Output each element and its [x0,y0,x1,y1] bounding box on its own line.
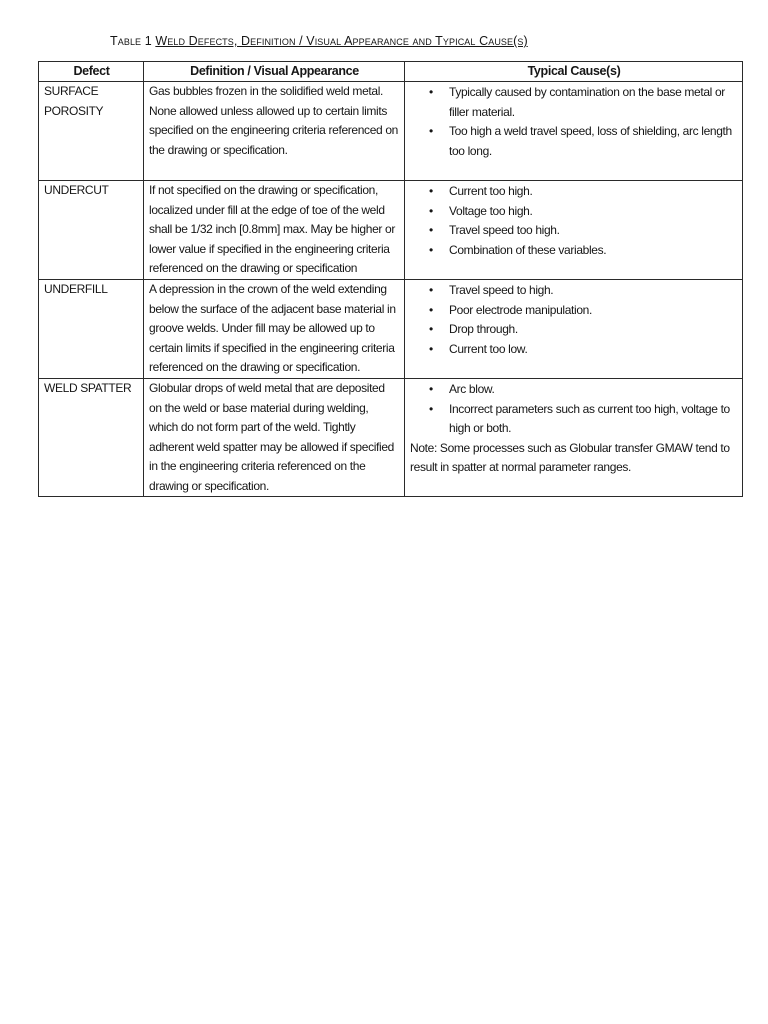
cause-item: • Combination of these variables. [449,241,738,261]
defect-cell: UNDERFILL [39,280,144,379]
table-row [39,82,743,181]
table-caption-prefix: Table 1 [110,34,156,48]
table-row [39,280,743,379]
table-caption [110,34,528,48]
defect-cell: SURFACE POROSITY [39,82,144,181]
causes-list [410,83,738,161]
cause-item: • Current too high. [449,182,738,202]
definition-cell: A depression in the crown of the weld extending below the surface of the adjacent base material in groove welds. Under fill may be allowed up to certain limits if specified in the engineering criteria referenced on the drawing or specification. [144,280,405,379]
definition-cell: If not specified on the drawing or specification, localized under fill at the edge of toe of the weld shall be 1/32 inch [0.8mm] max. May be higher or lower value if specified in the engineering criteria referenced on the drawing or specification [144,181,405,280]
cause-item: • Too high a weld travel speed, loss of shielding, arc length too long. [449,122,738,161]
causes-cell [405,379,743,497]
cause-note: Note: Some processes such as Globular transfer GMAW tend to result in spatter at normal parameter ranges. [410,440,730,474]
definition-cell: Globular drops of weld metal that are deposited on the weld or base material during welding, which do not form part of the weld. Tightly adherent weld spatter may be allowed if specified in the engineering criteria referenced on the drawing or specification. [144,379,405,497]
cause-item: • Current too low. [449,340,738,360]
table-row [39,379,743,497]
table-caption-title: Weld Defects, Definition / Visual Appearance and Typical Cause(s) [155,34,528,48]
causes-list [410,380,738,439]
causes-list [410,182,738,260]
header-defect: Defect [39,62,144,82]
causes-cell [405,181,743,280]
definition-cell: Gas bubbles frozen in the solidified weld metal. None allowed unless allowed up to certain limits specified on the engineering criteria referenced on the drawing or specification. [144,82,405,181]
header-causes: Typical Cause(s) [405,62,743,82]
weld-defects-table [38,61,743,497]
cause-item: • Poor electrode manipulation. [449,301,738,321]
causes-list [410,281,738,359]
table-header-row [39,62,743,82]
cause-item: • Arc blow. [449,380,738,400]
cause-item: • Voltage too high. [449,202,738,222]
cause-item: • Typically caused by contamination on the base metal or filler material. [449,83,738,122]
cause-item: • Incorrect parameters such as current too high, voltage to high or both. [449,400,738,439]
causes-cell [405,280,743,379]
table-row [39,181,743,280]
causes-cell [405,82,743,181]
defect-cell: UNDERCUT [39,181,144,280]
header-definition: Definition / Visual Appearance [144,62,405,82]
cause-item: • Travel speed too high. [449,221,738,241]
defect-cell: WELD SPATTER [39,379,144,497]
cause-item: • Drop through. [449,320,738,340]
cause-item: • Travel speed to high. [449,281,738,301]
